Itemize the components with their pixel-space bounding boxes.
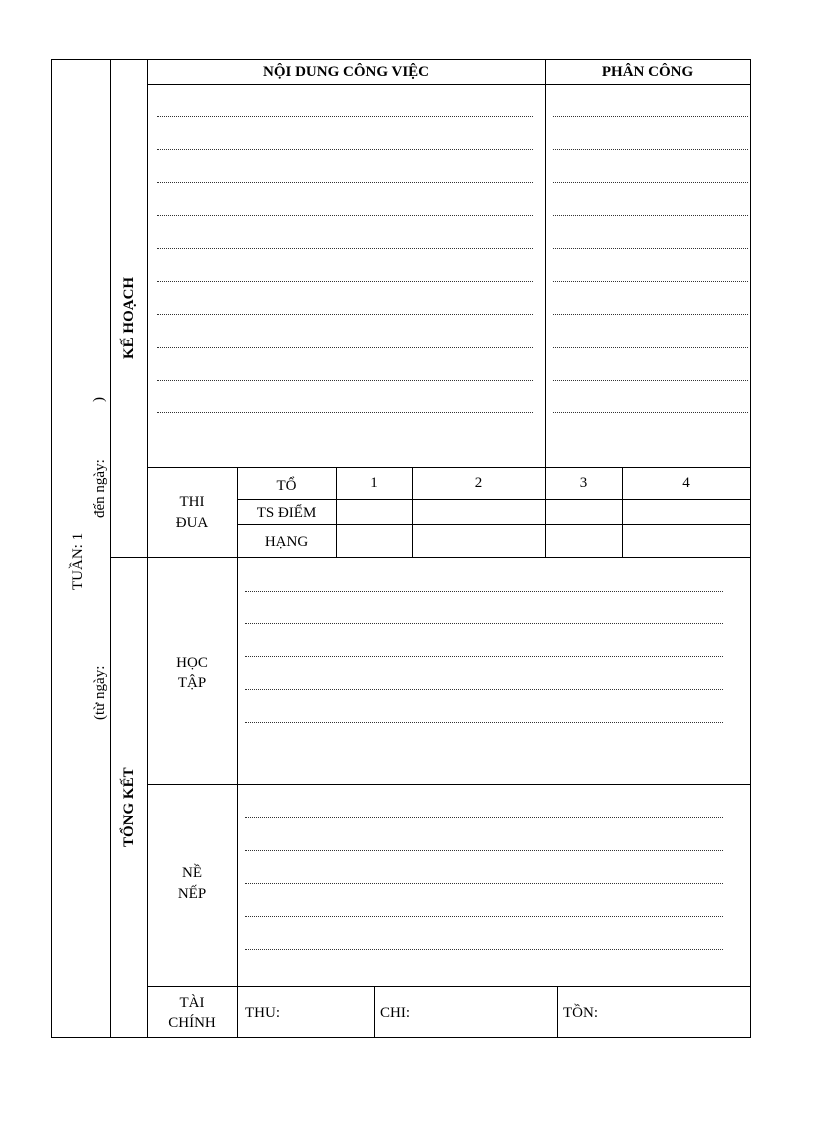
plan-line[interactable] bbox=[157, 314, 533, 315]
team-4: 4 bbox=[682, 475, 690, 491]
ne-nep-bottom-border bbox=[147, 986, 751, 987]
hoc-tap-line[interactable] bbox=[245, 689, 723, 690]
thi-dua-label-line2: ĐUA bbox=[175, 515, 209, 531]
to-date-label: đến ngày: bbox=[92, 459, 108, 518]
ne-nep-line[interactable] bbox=[245, 817, 723, 818]
assign-line[interactable] bbox=[553, 412, 748, 413]
ne-nep-label-line1: NỀ bbox=[182, 865, 202, 881]
tai-chinh-chi-divider bbox=[374, 986, 375, 1038]
assign-line[interactable] bbox=[553, 281, 748, 282]
hoc-tap-line[interactable] bbox=[245, 656, 723, 657]
plan-line[interactable] bbox=[157, 248, 533, 249]
thi-dua-hang: HẠNG bbox=[264, 534, 309, 550]
plan-line[interactable] bbox=[157, 347, 533, 348]
plan-line[interactable] bbox=[157, 149, 533, 150]
tai-chinh-ton-divider bbox=[557, 986, 558, 1038]
assign-line[interactable] bbox=[553, 215, 748, 216]
thi-dua-label-line1: THI bbox=[179, 494, 205, 510]
chi-field-label[interactable]: CHI: bbox=[380, 1005, 410, 1021]
hoc-tap-line[interactable] bbox=[245, 591, 723, 592]
plan-line[interactable] bbox=[157, 116, 533, 117]
team-2: 2 bbox=[474, 475, 483, 491]
assign-line[interactable] bbox=[553, 182, 748, 183]
thi-dua-ts-diem: TS ĐIỂM bbox=[256, 505, 317, 521]
hoc-tap-label-line2: TẬP bbox=[177, 675, 207, 691]
assign-line[interactable] bbox=[553, 116, 748, 117]
plan-line[interactable] bbox=[157, 412, 533, 413]
outer-left-border bbox=[51, 59, 52, 1038]
tai-chinh-label-line1: TÀI bbox=[179, 995, 205, 1011]
ne-nep-line[interactable] bbox=[245, 850, 723, 851]
hoc-tap-line[interactable] bbox=[245, 722, 723, 723]
col-divider-left bbox=[110, 59, 111, 1038]
header-phan-cong: PHÂN CÔNG bbox=[601, 64, 694, 80]
thi-dua-to-header: TỔ bbox=[276, 478, 297, 494]
thi-dua-row1-border bbox=[237, 499, 751, 500]
from-date-label: (từ ngày: bbox=[92, 665, 108, 720]
close-paren: ) bbox=[91, 397, 107, 402]
header-noi-dung: NỘI DUNG CÔNG VIỆC bbox=[263, 64, 429, 80]
ne-nep-line[interactable] bbox=[245, 916, 723, 917]
section-ke-hoach: KẾ HOẠCH bbox=[121, 276, 137, 359]
col-divider-phan-cong bbox=[545, 59, 546, 467]
assign-line[interactable] bbox=[553, 314, 748, 315]
hoc-tap-line[interactable] bbox=[245, 623, 723, 624]
tai-chinh-label-line2: CHÍNH bbox=[168, 1015, 216, 1031]
plan-line[interactable] bbox=[157, 215, 533, 216]
section-boundary bbox=[110, 557, 751, 558]
ton-field-label[interactable]: TỒN: bbox=[563, 1005, 598, 1021]
outer-top-border bbox=[51, 59, 751, 60]
assign-line[interactable] bbox=[553, 347, 748, 348]
plan-line[interactable] bbox=[157, 182, 533, 183]
hoc-tap-bottom-border bbox=[147, 784, 751, 785]
outer-right-border bbox=[750, 59, 751, 1038]
header-row-border bbox=[147, 84, 751, 85]
ne-nep-line[interactable] bbox=[245, 949, 723, 950]
hoc-tap-label-line1: HỌC bbox=[176, 655, 208, 671]
week-label: TUẦN: 1 bbox=[70, 532, 86, 590]
ne-nep-line[interactable] bbox=[245, 883, 723, 884]
assign-line[interactable] bbox=[553, 248, 748, 249]
thi-dua-row2-border bbox=[237, 524, 751, 525]
section-tong-ket: TỔNG KẾT bbox=[121, 767, 137, 847]
assign-line[interactable] bbox=[553, 149, 748, 150]
team-1: 1 bbox=[370, 475, 378, 491]
summary-label-divider bbox=[237, 557, 238, 1038]
plan-line[interactable] bbox=[157, 281, 533, 282]
plan-line[interactable] bbox=[157, 380, 533, 381]
assign-line[interactable] bbox=[553, 380, 748, 381]
thu-field-label[interactable]: THU: bbox=[245, 1005, 280, 1021]
team-3: 3 bbox=[579, 475, 588, 491]
outer-bottom-border bbox=[51, 1037, 751, 1038]
ne-nep-label-line2: NẾP bbox=[177, 886, 207, 902]
